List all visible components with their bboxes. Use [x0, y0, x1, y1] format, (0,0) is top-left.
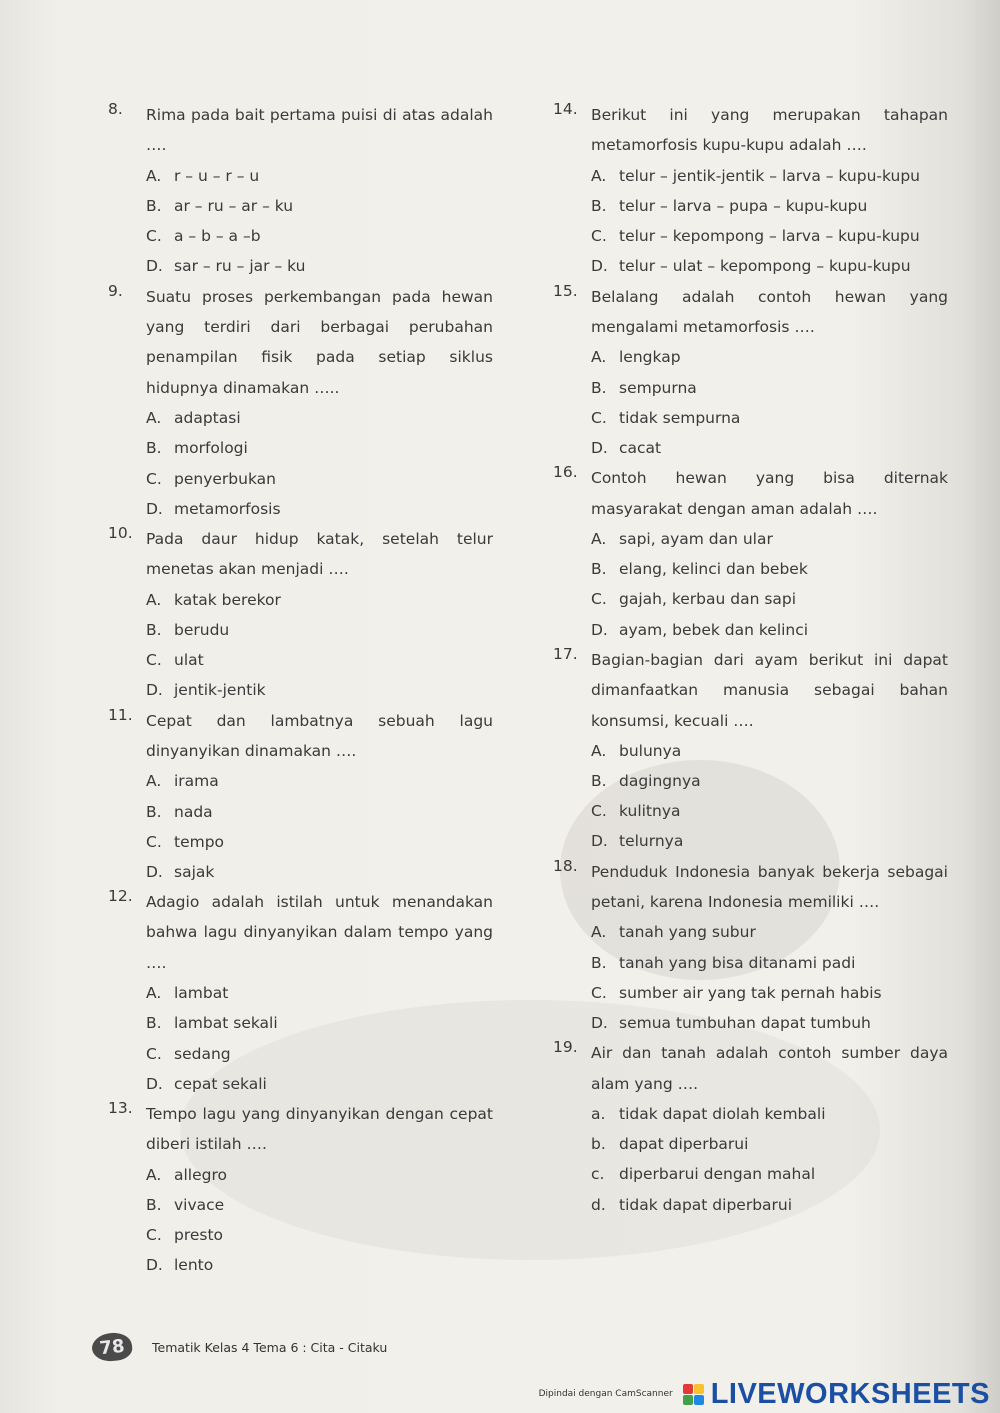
- option-text: elang, kelinci dan bebek: [619, 560, 808, 579]
- question-number: 8.: [108, 100, 123, 118]
- option-text: tanah yang bisa ditanami padi: [619, 953, 856, 972]
- answer-option[interactable]: [591, 221, 948, 251]
- question-block: [108, 887, 493, 1099]
- answer-option[interactable]: [146, 857, 493, 887]
- question-stem: [553, 100, 948, 161]
- option-text: sajak: [174, 862, 215, 881]
- question-block: [108, 524, 493, 706]
- option-letter: B.: [591, 772, 607, 791]
- option-letter: A.: [591, 166, 607, 185]
- answer-option[interactable]: [146, 494, 493, 524]
- option-letter: B.: [591, 560, 607, 579]
- question-number: 13.: [108, 1099, 133, 1118]
- option-text: sapi, ayam dan ular: [619, 529, 773, 548]
- question-stem: [553, 463, 948, 524]
- question-stem: [108, 524, 493, 585]
- option-letter: D.: [591, 1014, 608, 1033]
- answer-option[interactable]: [146, 403, 493, 433]
- question-stem: [108, 282, 493, 404]
- answer-option[interactable]: [591, 917, 948, 947]
- answer-option[interactable]: [146, 978, 493, 1008]
- footer-title: Tematik Kelas 4 Tema 6 : Cita - Citaku: [152, 1339, 388, 1355]
- answer-options: [591, 1099, 948, 1220]
- option-letter: D.: [146, 1074, 163, 1093]
- option-letter: A.: [591, 348, 607, 367]
- option-letter: A.: [146, 1165, 162, 1184]
- question-number: 9.: [108, 281, 123, 300]
- answer-option[interactable]: [146, 464, 493, 494]
- answer-option[interactable]: [146, 1190, 493, 1220]
- option-text: adaptasi: [174, 409, 241, 428]
- option-text: telur – jentik-jentik – larva – kupu-kupu: [619, 166, 920, 185]
- question-number: 18.: [553, 856, 578, 875]
- liveworksheets-branding: [539, 1376, 990, 1412]
- option-text: berudu: [174, 620, 230, 639]
- question-stem: [108, 1099, 493, 1160]
- answer-options: [591, 161, 948, 282]
- question-number: 19.: [553, 1038, 578, 1057]
- answer-options: [591, 917, 948, 1038]
- answer-option[interactable]: [591, 1129, 948, 1159]
- option-letter: a.: [591, 1105, 606, 1124]
- option-letter: C.: [146, 832, 162, 851]
- option-letter: C.: [146, 1044, 162, 1063]
- scan-note: Dipindai dengan CamScanner: [538, 1389, 673, 1399]
- option-text: a – b – a –b: [174, 227, 261, 246]
- option-text: telur – ulat – kepompong – kupu-kupu: [619, 257, 911, 276]
- option-text: cacat: [619, 438, 662, 457]
- answer-option[interactable]: [146, 1160, 493, 1190]
- answer-option[interactable]: [591, 342, 948, 372]
- option-letter: D.: [591, 438, 608, 457]
- option-letter: A.: [146, 409, 162, 428]
- option-letter: A.: [591, 923, 607, 942]
- answer-option[interactable]: [591, 433, 948, 463]
- option-text: r – u – r – u: [174, 166, 260, 185]
- answer-option[interactable]: [591, 615, 948, 645]
- answer-option[interactable]: [591, 251, 948, 281]
- option-text: irama: [174, 772, 219, 791]
- answer-options: [146, 585, 493, 706]
- answer-option[interactable]: [591, 948, 948, 978]
- answer-option[interactable]: [146, 827, 493, 857]
- option-letter: B.: [146, 802, 162, 821]
- option-letter: C.: [146, 469, 162, 488]
- question-stem: [553, 282, 948, 343]
- option-text: dagingnya: [619, 772, 701, 791]
- option-letter: B.: [146, 1196, 162, 1215]
- question-text: Belalang adalah contoh hewan yang mengalami metamorfosis ….: [591, 287, 948, 336]
- question-text: Air dan tanah adalah contoh sumber daya alam yang ….: [591, 1044, 948, 1093]
- option-letter: D.: [146, 257, 163, 276]
- option-text: tanah yang subur: [619, 923, 756, 942]
- answer-option[interactable]: [591, 524, 948, 554]
- answer-options: [146, 978, 493, 1099]
- question-text: Tempo lagu yang dinyanyikan dengan cepat diberi istilah ….: [146, 1105, 493, 1154]
- option-text: lambat: [174, 984, 229, 1003]
- option-text: tidak dapat diperbarui: [619, 1195, 793, 1214]
- question-text: Cepat dan lambatnya sebuah lagu dinyanyikan dinamakan ….: [146, 711, 493, 760]
- option-letter: B.: [146, 197, 162, 215]
- option-letter: C.: [146, 651, 162, 670]
- option-text: bulunya: [619, 741, 682, 760]
- answer-option[interactable]: [591, 1190, 948, 1220]
- question-number: 17.: [553, 644, 578, 663]
- question-text: Rima pada bait pertama puisi di atas adalah ….: [146, 106, 493, 155]
- option-letter: B.: [591, 197, 607, 215]
- option-text: katak berekor: [174, 590, 281, 609]
- option-letter: b.: [591, 1135, 606, 1154]
- question-block: [553, 857, 948, 1039]
- question-text: Bagian-bagian dari ayam berikut ini dapat dimanfaatkan manusia sebagai bahan konsumsi, kecuali ….: [591, 650, 948, 730]
- answer-option[interactable]: [146, 1069, 493, 1099]
- option-letter: B.: [591, 953, 607, 972]
- question-number: 10.: [108, 523, 133, 542]
- answer-option[interactable]: [591, 1159, 948, 1189]
- answer-option[interactable]: [146, 1250, 493, 1280]
- answer-option[interactable]: [146, 221, 493, 251]
- option-text: nada: [174, 802, 213, 821]
- option-letter: A.: [591, 741, 607, 760]
- answer-option[interactable]: [591, 1099, 948, 1129]
- page-number: 78: [91, 1331, 134, 1363]
- option-text: kulitnya: [619, 802, 681, 821]
- page-footer: [92, 1330, 387, 1364]
- question-text: Suatu proses perkembangan pada hewan yang terdiri dari berbagai perubahan penampilan fisik pada setiap siklus hidupnya dinamakan …..: [146, 287, 493, 397]
- answer-option[interactable]: [146, 1039, 493, 1069]
- option-letter: d.: [591, 1195, 606, 1214]
- question-block: [553, 645, 948, 857]
- answer-option[interactable]: [146, 191, 493, 221]
- option-text: semua tumbuhan dapat tumbuh: [619, 1014, 871, 1033]
- option-text: lambat sekali: [174, 1014, 278, 1033]
- answer-option[interactable]: [146, 1220, 493, 1250]
- answer-option[interactable]: [146, 1008, 493, 1038]
- question-block: [553, 100, 948, 282]
- option-letter: B.: [146, 1014, 162, 1033]
- answer-option[interactable]: [591, 584, 948, 614]
- option-text: allegro: [174, 1165, 228, 1184]
- left-question-column: [108, 100, 493, 1281]
- question-text: Berikut ini yang merupakan tahapan metamorfosis kupu-kupu adalah ….: [591, 106, 948, 155]
- question-stem: [108, 706, 493, 767]
- option-text: ayam, bebek dan kelinci: [619, 620, 809, 639]
- option-text: jentik-jentik: [174, 681, 266, 700]
- answer-option[interactable]: [146, 433, 493, 463]
- option-letter: C.: [146, 1226, 162, 1245]
- question-text: Penduduk Indonesia banyak bekerja sebagai petani, karena Indonesia memiliki ….: [591, 862, 948, 912]
- question-stem: [108, 100, 493, 161]
- question-block: [553, 1038, 948, 1220]
- option-letter: C.: [591, 802, 607, 821]
- answer-options: [591, 342, 948, 463]
- answer-option[interactable]: [591, 1008, 948, 1038]
- option-text: telur – larva – pupa – kupu-kupu: [619, 197, 868, 215]
- option-letter: A.: [146, 590, 162, 609]
- option-letter: D.: [146, 1256, 163, 1275]
- answer-options: [591, 524, 948, 645]
- option-text: dapat diperbarui: [619, 1135, 749, 1154]
- option-letter: D.: [591, 620, 608, 639]
- answer-option[interactable]: [146, 251, 493, 281]
- answer-option[interactable]: [146, 585, 493, 615]
- option-text: cepat sekali: [174, 1074, 267, 1093]
- option-text: diperbarui dengan mahal: [619, 1165, 816, 1184]
- option-text: lengkap: [619, 348, 681, 367]
- answer-option[interactable]: [591, 766, 948, 796]
- option-text: morfologi: [174, 439, 248, 458]
- answer-option[interactable]: [146, 797, 493, 827]
- question-text: Adagio adalah istilah untuk menandakan bahwa lagu dinyanyikan dalam tempo yang ….: [146, 893, 493, 972]
- brand-name: LIVEWORKSHEETS: [710, 1377, 990, 1410]
- answer-option[interactable]: [146, 675, 493, 705]
- answer-option[interactable]: [146, 161, 493, 191]
- option-letter: D.: [146, 681, 163, 700]
- answer-option[interactable]: [146, 645, 493, 675]
- right-question-column: [553, 100, 948, 1220]
- option-text: tidak dapat diolah kembali: [619, 1105, 826, 1124]
- question-stem: [553, 857, 948, 918]
- option-letter: A.: [146, 984, 162, 1003]
- answer-option[interactable]: [591, 403, 948, 433]
- question-number: 12.: [108, 887, 133, 906]
- answer-option[interactable]: [591, 826, 948, 856]
- question-text: Contoh hewan yang bisa diternak masyarakat dengan aman adalah ….: [591, 469, 948, 518]
- option-letter: C.: [591, 590, 607, 609]
- option-text: sedang: [174, 1044, 231, 1063]
- option-letter: D.: [591, 257, 608, 276]
- answer-options: [146, 403, 493, 524]
- answer-option[interactable]: [591, 736, 948, 766]
- option-letter: D.: [591, 832, 608, 851]
- option-text: telurnya: [619, 832, 684, 851]
- question-block: [108, 100, 493, 282]
- option-letter: A.: [591, 529, 607, 548]
- question-block: [108, 1099, 493, 1281]
- answer-option[interactable]: [146, 766, 493, 796]
- option-letter: B.: [591, 378, 607, 397]
- option-text: lento: [174, 1256, 214, 1275]
- option-letter: C.: [591, 408, 607, 427]
- option-text: sar – ru – jar – ku: [174, 257, 306, 276]
- option-text: ulat: [174, 651, 204, 670]
- option-text: gajah, kerbau dan sapi: [619, 590, 797, 609]
- answer-option[interactable]: [591, 191, 948, 221]
- answer-options: [146, 1160, 493, 1281]
- question-block: [108, 706, 493, 888]
- answer-option[interactable]: [146, 615, 493, 645]
- question-text: Pada daur hidup katak, setelah telur menetas akan menjadi ….: [146, 529, 493, 579]
- option-text: vivace: [174, 1196, 225, 1215]
- option-text: tidak sempurna: [619, 408, 741, 427]
- question-block: [108, 282, 493, 524]
- answer-options: [146, 766, 493, 887]
- liveworksheets-logo-icon: [683, 1384, 704, 1405]
- question-number: 14.: [553, 100, 578, 118]
- option-text: sempurna: [619, 378, 697, 397]
- option-letter: c.: [591, 1165, 605, 1184]
- option-letter: A.: [146, 772, 162, 791]
- answer-options: [591, 736, 948, 857]
- option-text: tempo: [174, 832, 225, 851]
- answer-option[interactable]: [591, 796, 948, 826]
- option-letter: D.: [146, 499, 163, 518]
- option-letter: C.: [146, 227, 162, 246]
- answer-option[interactable]: [591, 373, 948, 403]
- option-text: metamorfosis: [174, 499, 281, 518]
- option-text: telur – kepompong – larva – kupu-kupu: [619, 227, 920, 246]
- question-number: 16.: [553, 463, 578, 482]
- question-block: [553, 463, 948, 645]
- option-text: presto: [174, 1226, 224, 1245]
- answer-option[interactable]: [591, 554, 948, 584]
- option-text: ar – ru – ar – ku: [174, 197, 294, 215]
- answer-option[interactable]: [591, 161, 948, 191]
- question-stem: [108, 887, 493, 978]
- option-letter: C.: [591, 983, 607, 1002]
- answer-option[interactable]: [591, 978, 948, 1008]
- option-letter: A.: [146, 166, 162, 185]
- option-letter: D.: [146, 862, 163, 881]
- question-number: 15.: [553, 281, 578, 300]
- question-stem: [553, 645, 948, 736]
- question-stem: [553, 1038, 948, 1099]
- option-letter: B.: [146, 439, 162, 458]
- answer-options: [146, 161, 493, 282]
- option-text: penyerbukan: [174, 469, 276, 488]
- question-block: [553, 282, 948, 464]
- option-letter: B.: [146, 620, 162, 639]
- option-letter: C.: [591, 227, 607, 246]
- question-number: 11.: [108, 705, 133, 724]
- option-text: sumber air yang tak pernah habis: [619, 983, 882, 1002]
